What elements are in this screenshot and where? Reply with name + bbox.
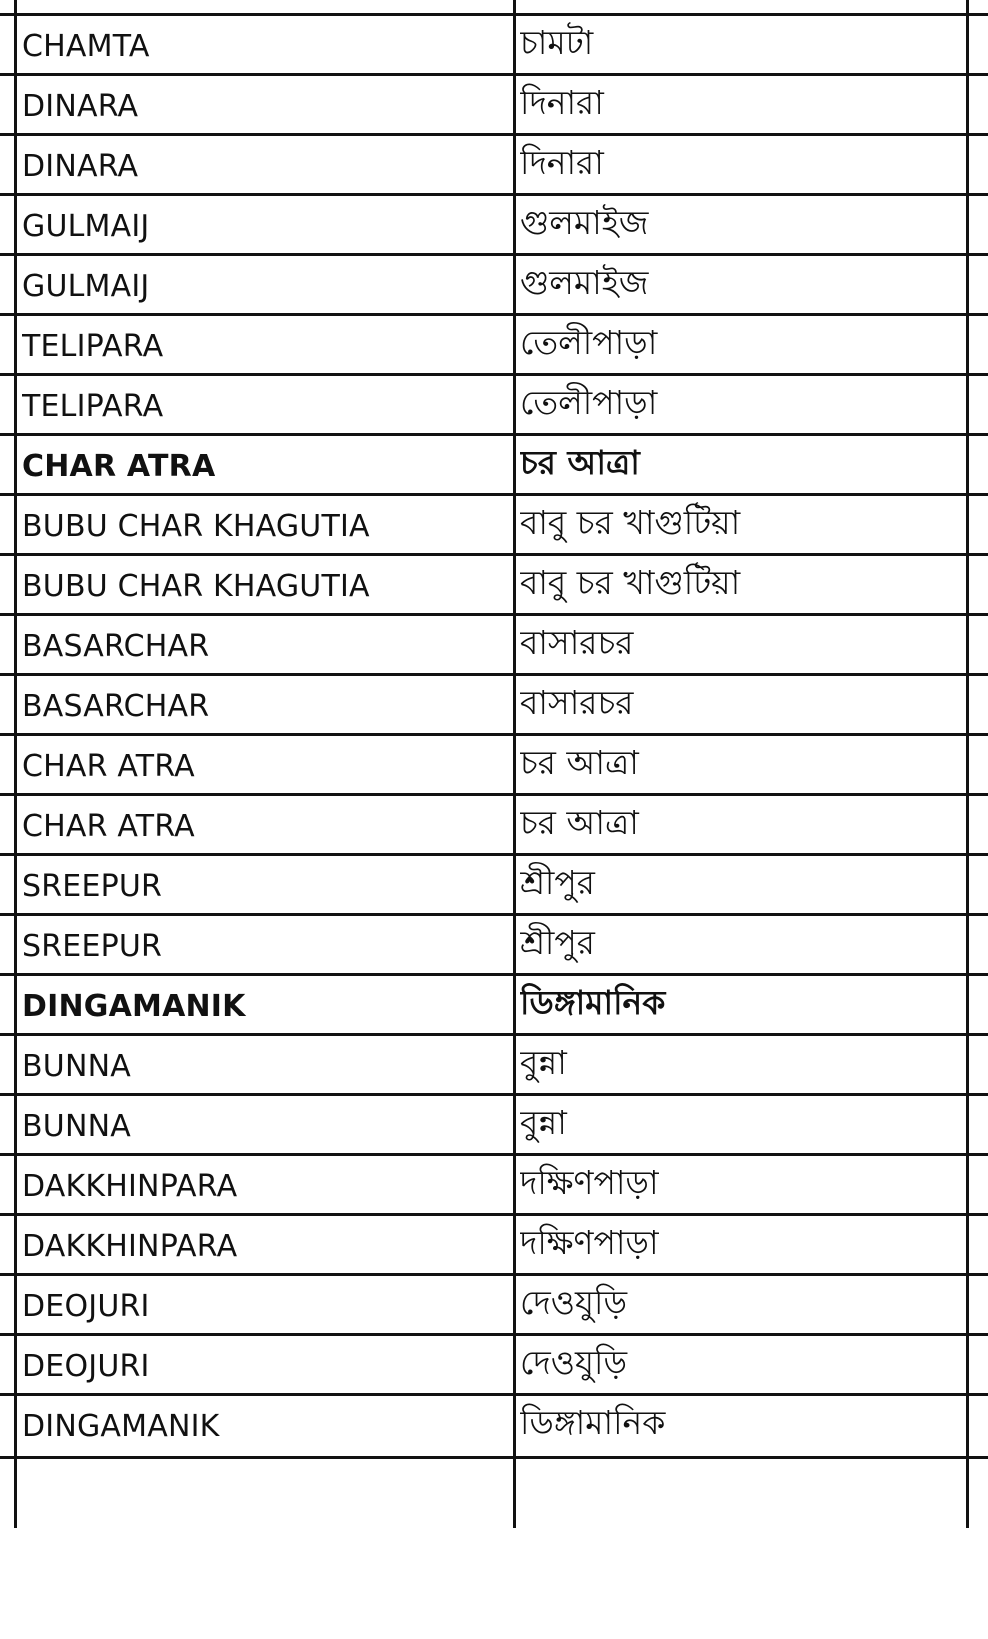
table-body bbox=[0, 13, 988, 1459]
bengali-name-cell: ডিঙ্গামানিক bbox=[520, 982, 666, 1022]
bengali-name-cell: বাবু চর খাগুটিয়া bbox=[520, 502, 741, 542]
bengali-name-cell: বুন্না bbox=[520, 1042, 567, 1082]
table-row bbox=[0, 553, 988, 613]
english-name-cell: DINARA bbox=[22, 149, 139, 184]
bengali-name-cell: দক্ষিণপাড়া bbox=[520, 1222, 659, 1262]
bengali-name-cell: দেওযুড়ি bbox=[520, 1282, 628, 1322]
bengali-name-cell: শ্রীপুর bbox=[520, 862, 595, 902]
english-name-cell: TELIPARA bbox=[22, 329, 164, 364]
table-row bbox=[0, 493, 988, 553]
table-row bbox=[0, 793, 988, 853]
table-row bbox=[0, 73, 988, 133]
table-row bbox=[0, 1273, 988, 1333]
english-name-cell: BUBU CHAR KHAGUTIA bbox=[22, 569, 370, 604]
table-row bbox=[0, 1093, 988, 1153]
english-name-cell: DAKKHINPARA bbox=[22, 1169, 238, 1204]
bengali-name-cell: চর আত্রা bbox=[520, 802, 639, 842]
bengali-name-cell: বাসারচর bbox=[520, 622, 634, 662]
bengali-name-cell: বাসারচর bbox=[520, 682, 634, 722]
english-name-cell: CHAR ATRA bbox=[22, 749, 195, 784]
bengali-name-cell: গুলমাইজ bbox=[520, 202, 649, 242]
table-row bbox=[0, 1333, 988, 1393]
table-row bbox=[0, 913, 988, 973]
table-row bbox=[0, 13, 988, 73]
bengali-name-cell: বাবু চর খাগুটিয়া bbox=[520, 562, 741, 602]
table-row bbox=[0, 973, 988, 1033]
english-name-cell: SREEPUR bbox=[22, 929, 163, 964]
bengali-name-cell: চর আত্রা bbox=[520, 442, 640, 482]
table-row bbox=[0, 253, 988, 313]
english-name-cell: BUBU CHAR KHAGUTIA bbox=[22, 509, 370, 544]
english-name-cell: DEOJURI bbox=[22, 1289, 150, 1324]
english-name-cell: DAKKHINPARA bbox=[22, 1229, 238, 1264]
bengali-name-cell: চর আত্রা bbox=[520, 742, 639, 782]
english-name-cell: BUNNA bbox=[22, 1109, 131, 1144]
english-name-cell: BASARCHAR bbox=[22, 689, 210, 724]
bengali-name-cell: দেওযুড়ি bbox=[520, 1342, 628, 1382]
bengali-name-cell: চামটা bbox=[520, 22, 594, 62]
english-name-cell: DEOJURI bbox=[22, 1349, 150, 1384]
bengali-name-cell: তেলীপাড়া bbox=[520, 322, 658, 362]
table-row bbox=[0, 673, 988, 733]
english-name-cell: SREEPUR bbox=[22, 869, 163, 904]
table-row bbox=[0, 193, 988, 253]
table-row bbox=[0, 1033, 988, 1093]
english-name-cell: BASARCHAR bbox=[22, 629, 210, 664]
english-name-cell: GULMAIJ bbox=[22, 269, 150, 304]
bengali-name-cell: গুলমাইজ bbox=[520, 262, 649, 302]
english-name-cell: BUNNA bbox=[22, 1049, 131, 1084]
bengali-name-cell: ডিঙ্গামানিক bbox=[520, 1402, 666, 1442]
english-name-cell: DINGAMANIK bbox=[22, 1409, 220, 1444]
table-row bbox=[0, 1213, 988, 1273]
english-name-cell: DINARA bbox=[22, 89, 139, 124]
bengali-name-cell: তেলীপাড়া bbox=[520, 382, 658, 422]
english-name-cell: CHAMTA bbox=[22, 29, 150, 64]
bengali-name-cell: শ্রীপুর bbox=[520, 922, 595, 962]
table-row bbox=[0, 1153, 988, 1213]
table-row bbox=[0, 433, 988, 493]
english-name-cell: GULMAIJ bbox=[22, 209, 150, 244]
table-row bbox=[0, 1393, 988, 1459]
english-name-cell: DINGAMANIK bbox=[22, 989, 246, 1024]
table-row bbox=[0, 853, 988, 913]
table-row bbox=[0, 373, 988, 433]
bengali-name-cell: দিনারা bbox=[520, 142, 604, 182]
table-row bbox=[0, 313, 988, 373]
table-row bbox=[0, 733, 988, 793]
table-row bbox=[0, 133, 988, 193]
english-name-cell: TELIPARA bbox=[22, 389, 164, 424]
bengali-name-cell: দিনারা bbox=[520, 82, 604, 122]
bengali-name-cell: বুন্না bbox=[520, 1102, 567, 1142]
table-row bbox=[0, 613, 988, 673]
bengali-name-cell: দক্ষিণপাড়া bbox=[520, 1162, 659, 1202]
english-name-cell: CHAR ATRA bbox=[22, 449, 216, 484]
english-name-cell: CHAR ATRA bbox=[22, 809, 195, 844]
